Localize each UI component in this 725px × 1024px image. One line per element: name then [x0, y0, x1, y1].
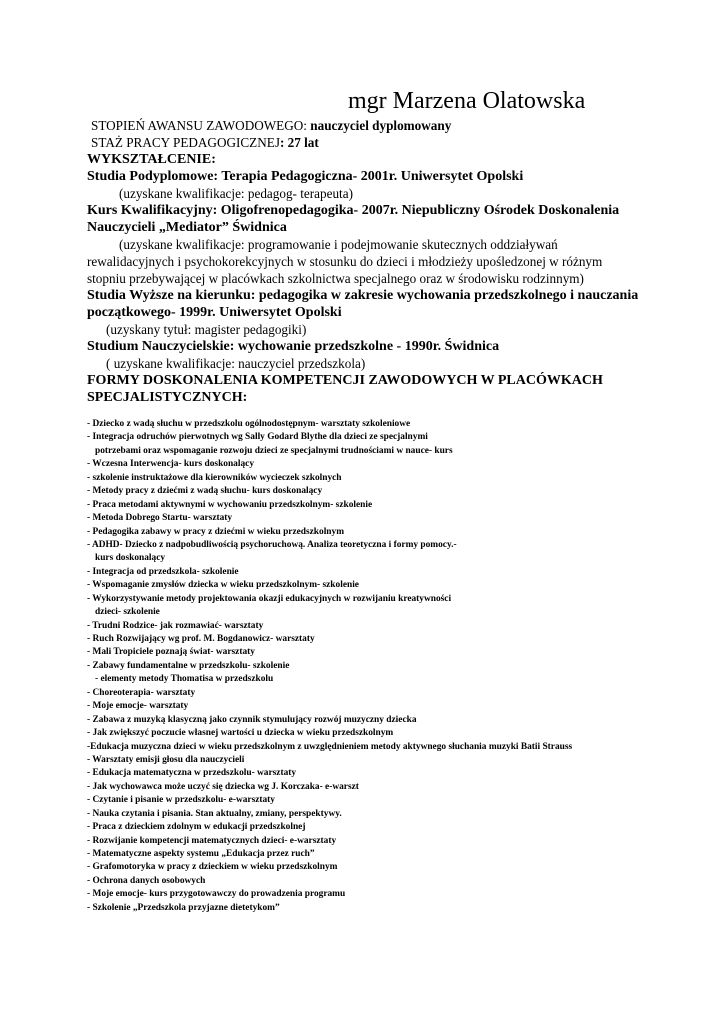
- edu2-note-line3: stopniu przebywającej w placówkach szkolnictwa specjalnego oraz w środowisku rodzinnym): [87, 271, 584, 286]
- forms-heading-line1: FORMY DOSKONALENIA KOMPETENCJI ZAWODOWYCH W PLACÓWKACH: [87, 373, 603, 388]
- list-item: - Matematyczne aspekty systemu „Edukacja przez ruch”: [87, 849, 315, 859]
- list-item: - Praca metodami aktywnymi w wychowaniu przedszkolnym- szkolenie: [87, 499, 373, 510]
- list-item: - Zabawy fundamentalne w przedszkolu- szkolenie: [87, 660, 290, 671]
- list-item: dzieci- szkolenie: [95, 607, 160, 618]
- list-item: kurs doskonalący: [95, 553, 166, 564]
- list-item: - Trudni Rodzice- jak rozmawiać- warsztaty: [87, 620, 264, 631]
- list-item: - Nauka czytania i pisania. Stan aktualny, zmiany, perspektywy.: [87, 808, 342, 819]
- list-item: - Czytanie i pisanie w przedszkolu- e-warsztaty: [87, 795, 275, 806]
- list-item: - Wspomaganie zmysłów dziecka w wieku przedszkolnym- szkolenie: [87, 580, 359, 591]
- list-item: - Metoda Dobrego Startu- warsztaty: [87, 513, 233, 524]
- list-item: - Ochrona danych osobowych: [87, 875, 206, 886]
- promotion-level-value: nauczyciel dyplomowany: [310, 118, 452, 133]
- list-item: - szkolenie instruktażowe dla kierowników wycieczek szkolnych: [87, 472, 342, 483]
- edu2-title-line2: Nauczycieli „Mediator” Świdnica: [87, 220, 287, 235]
- list-item: - Dziecko z wadą słuchu w przedszkolu ogólnodostępnym- warsztaty szkoleniowe: [87, 419, 411, 429]
- promotion-level-line: [87, 117, 707, 134]
- list-item: - Metody pracy z dziećmi z wadą słuchu- kurs doskonalący: [87, 486, 323, 497]
- seniority-line: [87, 134, 707, 151]
- list-item: - Wczesna Interwencja- kurs doskonalący: [87, 459, 255, 470]
- list-item: - Rozwijanie kompetencji matematycznych dzieci- e-warsztaty: [87, 835, 337, 846]
- list-item: - Wykorzystywanie metody projektowania okazji edukacyjnych w rozwijaniu kreatywności: [87, 593, 452, 604]
- training-list: [87, 418, 717, 915]
- edu2-note-line2: rewalidacyjnych i psychokorekcyjnych w stosunku do dzieci i młodzieży upośledzonej w różnym: [87, 254, 603, 269]
- edu3-note: (uzyskany tytuł: magister pedagogiki): [106, 322, 307, 337]
- list-item: - Ruch Rozwijający wg prof. M. Bogdanowicz- warsztaty: [87, 634, 315, 644]
- header-info: [87, 117, 707, 406]
- list-item: - Grafomotoryka w pracy z dzieckiem w wieku przedszkolnym: [87, 862, 338, 873]
- list-item: - Mali Tropiciele poznają świat- warsztaty: [87, 647, 255, 658]
- seniority-value: : 27 lat: [279, 135, 319, 150]
- list-item: - Szkolenie „Przedszkola przyjazne dietetykom”: [87, 902, 280, 913]
- list-item: - Choreoterapia- warsztaty: [87, 687, 196, 698]
- list-item: potrzebami oraz wspomaganie rozwoju dzieci ze specjalnymi trudnościami w nauce- kurs: [95, 445, 453, 456]
- seniority-label: STAŻ PRACY PEDAGOGICZNEJ: [91, 135, 280, 150]
- edu3-title-line2: początkowego- 1999r. Uniwersytet Opolski: [87, 305, 342, 320]
- edu1-note: (uzyskane kwalifikacje: pedagog- terapeuta): [119, 186, 353, 201]
- edu3-title-line1: Studia Wyższe na kierunku: pedagogika w zakresie wychowania przedszkolnego i nauczania: [87, 288, 639, 303]
- list-item: - Praca z dzieckiem zdolnym w edukacji przedszkolnej: [87, 822, 306, 833]
- list-item: - Integracja odruchów pierwotnych wg Sally Godard Blythe dla dzieci ze specjalnymi: [87, 432, 428, 443]
- person-name: mgr Marzena Olatowska: [348, 88, 586, 114]
- list-item: - Jak wychowawca może uczyć się dziecka wg J. Korczaka- e-warszt: [87, 781, 359, 792]
- edu2-title-line1: Kurs Kwalifikacyjny: Oligofrenopedagogika- 2007r. Niepubliczny Ośrodek Doskonalenia: [87, 203, 620, 218]
- education-heading: WYKSZTAŁCENIE:: [87, 152, 216, 167]
- list-item: - Warsztaty emisji głosu dla nauczycieli: [87, 754, 245, 765]
- edu4-note: ( uzyskane kwalifikacje: nauczyciel przedszkola): [106, 356, 366, 371]
- list-item: - elementy metody Thomatisa w przedszkolu: [95, 674, 274, 685]
- list-item: - Jak zwiększyć poczucie własnej wartości u dziecka w wieku przedszkolnym: [87, 728, 394, 739]
- list-item: - Edukacja matematyczna w przedszkolu- warsztaty: [87, 768, 297, 779]
- forms-heading-line2: SPECJALISTYCZNYCH:: [87, 390, 248, 405]
- edu2-note-line1: (uzyskane kwalifikacje: programowanie i podejmowanie skutecznych oddziaływań: [119, 237, 558, 252]
- list-item: - Moje emocje- kurs przygotowawczy do prowadzenia programu: [87, 889, 346, 900]
- edu4-title: Studium Nauczycielskie: wychowanie przedszkolne - 1990r. Świdnica: [87, 339, 500, 354]
- list-item: -Edukacja muzyczna dzieci w wieku przedszkolnym z uwzględnieniem metody aktywnego słuchania muzyki Batii Strauss: [87, 741, 573, 752]
- list-item: - Integracja od przedszkola- szkolenie: [87, 566, 239, 577]
- list-item: - Pedagogika zabawy w pracy z dziećmi w wieku przedszkolnym: [87, 526, 345, 537]
- list-item: - Moje emocje- warsztaty: [87, 701, 189, 712]
- list-item: - ADHD- Dziecko z nadpobudliwością psychoruchową. Analiza teoretyczna i formy pomocy.-: [87, 539, 457, 550]
- promotion-level-label: STOPIEŃ AWANSU ZAWODOWEGO:: [91, 118, 311, 133]
- list-item: - Zabawa z muzyką klasyczną jako czynnik stymulujący rozwój muzyczny dziecka: [87, 714, 417, 725]
- edu1-title: Studia Podyplomowe: Terapia Pedagogiczna- 2001r. Uniwersytet Opolski: [87, 169, 524, 184]
